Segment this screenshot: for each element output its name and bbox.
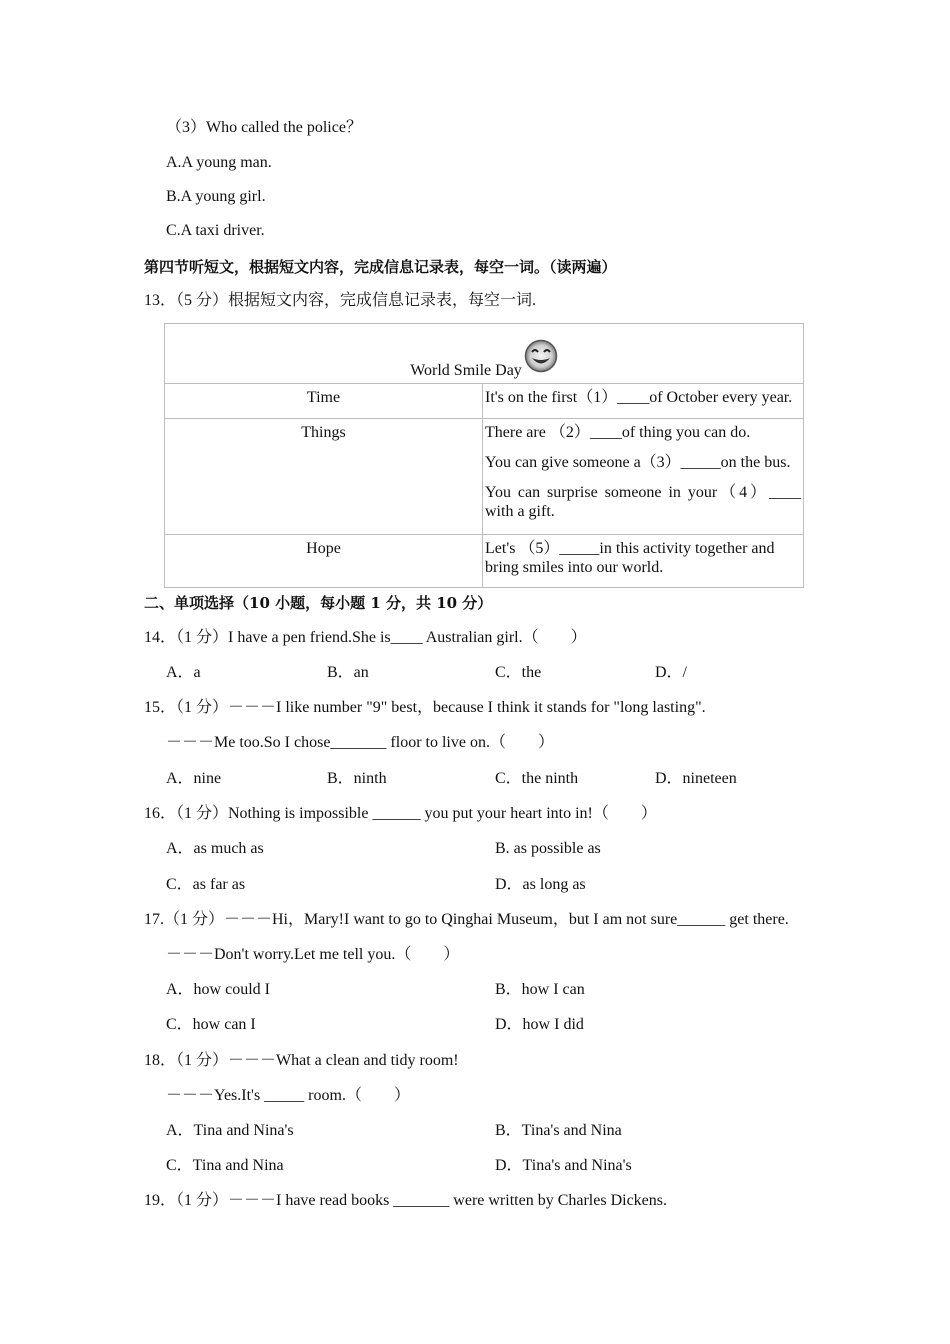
- question-16-stem: 16．（1 分）Nothing is impossible ______ you put your heart into in!（ ）: [144, 805, 657, 822]
- question-19-stem: 19．（1 分）－－－I have read books _______ were written by Charles Dickens.: [144, 1192, 668, 1209]
- q15-option-b[interactable]: B．ninth: [327, 770, 387, 787]
- q18-option-a[interactable]: A．Tina and Nina's: [166, 1122, 294, 1139]
- question-18-reply: －－－Yes.It's _____ room.（ ）: [166, 1087, 410, 1104]
- blank-2-line[interactable]: There are （2）____of thing you can do.: [485, 424, 751, 441]
- row-content-time: [483, 384, 804, 419]
- row-label-hope: Hope: [165, 535, 483, 588]
- question-13-stem: 13．（5 分）根据短文内容，完成信息记录表，每空一词.: [144, 292, 537, 309]
- q17-option-d[interactable]: D．how I did: [495, 1016, 584, 1033]
- question-12-3: （3）Who called the police？: [166, 119, 362, 136]
- row-label-things: Things: [165, 419, 483, 535]
- q14-option-c[interactable]: C．the: [495, 664, 542, 681]
- blank-4-line[interactable]: You can surprise someone in your（4）____ with a gift.: [485, 484, 801, 520]
- blank-3-line[interactable]: You can give someone a（3）_____on the bus.: [485, 454, 791, 471]
- q18-option-b[interactable]: B．Tina's and Nina: [495, 1122, 622, 1139]
- q15-option-d[interactable]: D．nineteen: [655, 770, 737, 787]
- q17-option-c[interactable]: C．how can I: [166, 1016, 256, 1033]
- info-record-table: [164, 323, 804, 588]
- q16-option-c[interactable]: C．as far as: [166, 876, 246, 893]
- question-15-reply: －－－Me too.So I chose_______ floor to live on.（ ）: [166, 734, 554, 751]
- question-14-stem: 14．（1 分）I have a pen friend.She is____ Australian girl.（ ）: [144, 629, 587, 646]
- smiley-face-icon: [524, 337, 558, 380]
- blank-1-line[interactable]: It's on the first（1）____of October every year.: [485, 389, 793, 406]
- q14-option-d[interactable]: D．/: [655, 664, 688, 681]
- blank-5-line[interactable]: Let's （5）_____in this activity together and bring smiles into our world.: [483, 535, 804, 588]
- option-b[interactable]: B.A young girl.: [166, 188, 266, 205]
- q18-option-c[interactable]: C．Tina and Nina: [166, 1157, 284, 1174]
- row-content-things: [483, 419, 804, 535]
- question-18-stem: 18．（1 分）－－－What a clean and tidy room!: [144, 1052, 459, 1069]
- table-header: [165, 324, 804, 384]
- section-heading: 第四节听短文，根据短文内容，完成信息记录表，每空一词。（读两遍）: [144, 258, 617, 276]
- part-heading: 二、单项选择（10 小题，每小题 1 分，共 10 分）: [144, 594, 493, 612]
- question-17-stem: 17.（1 分）－－－Hi，Mary!I want to go to Qinghai Museum，but I am not sure______ get there.: [144, 911, 789, 928]
- q16-option-a[interactable]: A．as much as: [166, 840, 264, 857]
- q14-option-b[interactable]: B．an: [327, 664, 369, 681]
- question-15-stem: 15．（1 分）－－－I like number "9" best，because I think it stands for "long lasting".: [144, 699, 706, 716]
- q14-option-a[interactable]: A．a: [166, 664, 201, 681]
- q17-option-b[interactable]: B．how I can: [495, 981, 585, 998]
- q18-option-d[interactable]: D．Tina's and Nina's: [495, 1157, 632, 1174]
- question-17-reply: －－－Don't worry.Let me tell you.（ ）: [166, 946, 460, 963]
- row-label-time: Time: [165, 384, 483, 419]
- q17-option-a[interactable]: A．how could I: [166, 981, 270, 998]
- table-title: World Smile Day: [410, 362, 522, 379]
- option-a[interactable]: A.A young man.: [166, 154, 272, 171]
- q15-option-a[interactable]: A．nine: [166, 770, 222, 787]
- option-c[interactable]: C.A taxi driver.: [166, 222, 265, 239]
- q16-option-d[interactable]: D．as long as: [495, 876, 586, 893]
- q16-option-b[interactable]: B. as possible as: [495, 840, 601, 857]
- q15-option-c[interactable]: C．the ninth: [495, 770, 579, 787]
